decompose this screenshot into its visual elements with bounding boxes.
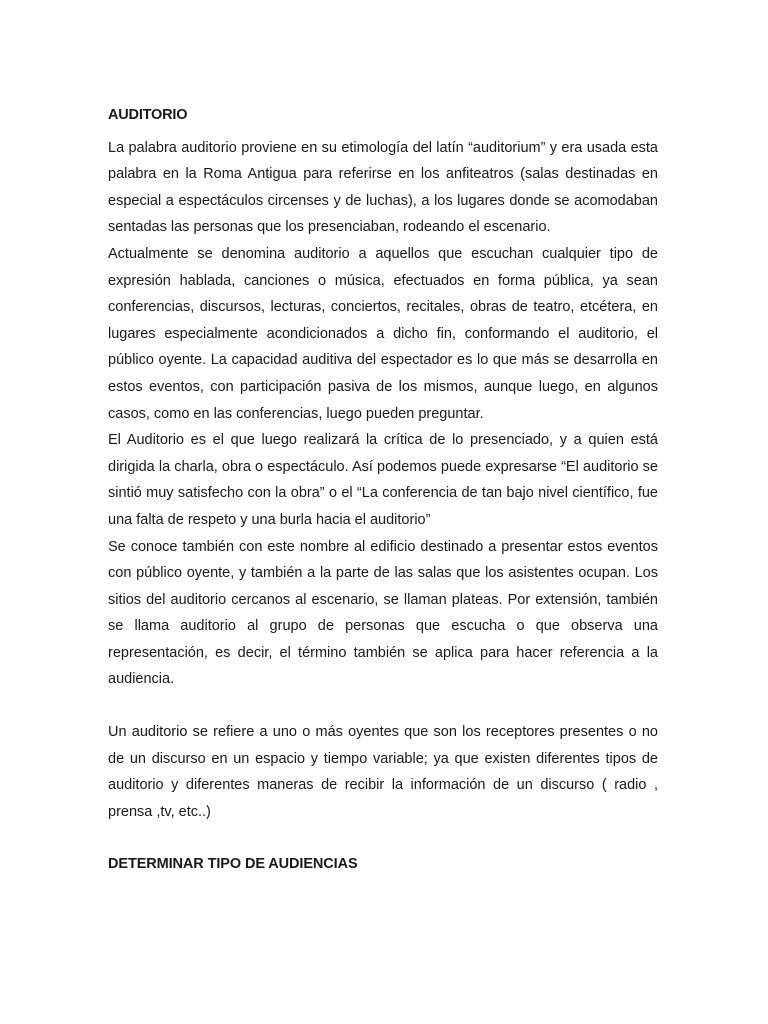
document-title: AUDITORIO xyxy=(108,107,188,123)
paragraph-spacer xyxy=(108,693,658,719)
paragraph-critique: El Auditorio es el que luego realizará la crítica de lo presenciado, y a quien está dirigida la charla, obra o espectáculo. Así podemos puede expresarse “El auditorio se sintió muy satisfecho con la obra” o el “La conferencia de tan bajo nivel científico, fue una falta de respeto y una burla hacia el auditorio” xyxy=(108,432,658,528)
paragraph-definition: Un auditorio se refiere a uno o más oyentes que son los receptores presentes o no de un discurso en un espacio y tiempo variable; ya que existen diferentes tipos de auditorio y diferentes maneras de recibir la información de un discurso ( radio , prensa ,tv, etc..) xyxy=(108,724,658,820)
paragraph-current-meaning: Actualmente se denomina auditorio a aquellos que escuchan cualquier tipo de expresión hablada, canciones o música, efectuados en forma pública, ya sean conferencias, discursos, lecturas, conciertos, recitales, obras de teatro, etcétera, en lugares especialmente acondicionados a dicho fin, conformando el auditorio, el público oyente. La capacidad auditiva del espectador es lo que más se desarrolla en estos eventos, con participación pasiva de los mismos, aunque luego, en algunos casos, como en las conferencias, luego pueden preguntar. xyxy=(108,245,658,422)
section-heading: DETERMINAR TIPO DE AUDIENCIAS xyxy=(108,856,358,873)
section-spacer xyxy=(108,825,658,851)
paragraph-building: Se conoce también con este nombre al edificio destinado a presentar estos eventos con público oyente, y también a la parte de las salas que los asistentes ocupan. Los sitios del auditorio cercanos al escenario, se llaman plateas. Por extensión, también se llama auditorio al grupo de personas que escucha o que observa una representación, es decir, el término también se aplica para hacer referencia a la audiencia. xyxy=(108,538,658,688)
paragraph-etymology: La palabra auditorio proviene en su etimología del latín “auditorium” y era usada esta palabra en la Roma Antigua para referirse en los anfiteatros (salas destinadas en especial a espectáculos circenses y de luchas), a los lugares donde se acomodaban sentadas las personas que los presenciaban, rodeando el escenario. xyxy=(108,139,658,236)
document-page xyxy=(108,102,658,878)
